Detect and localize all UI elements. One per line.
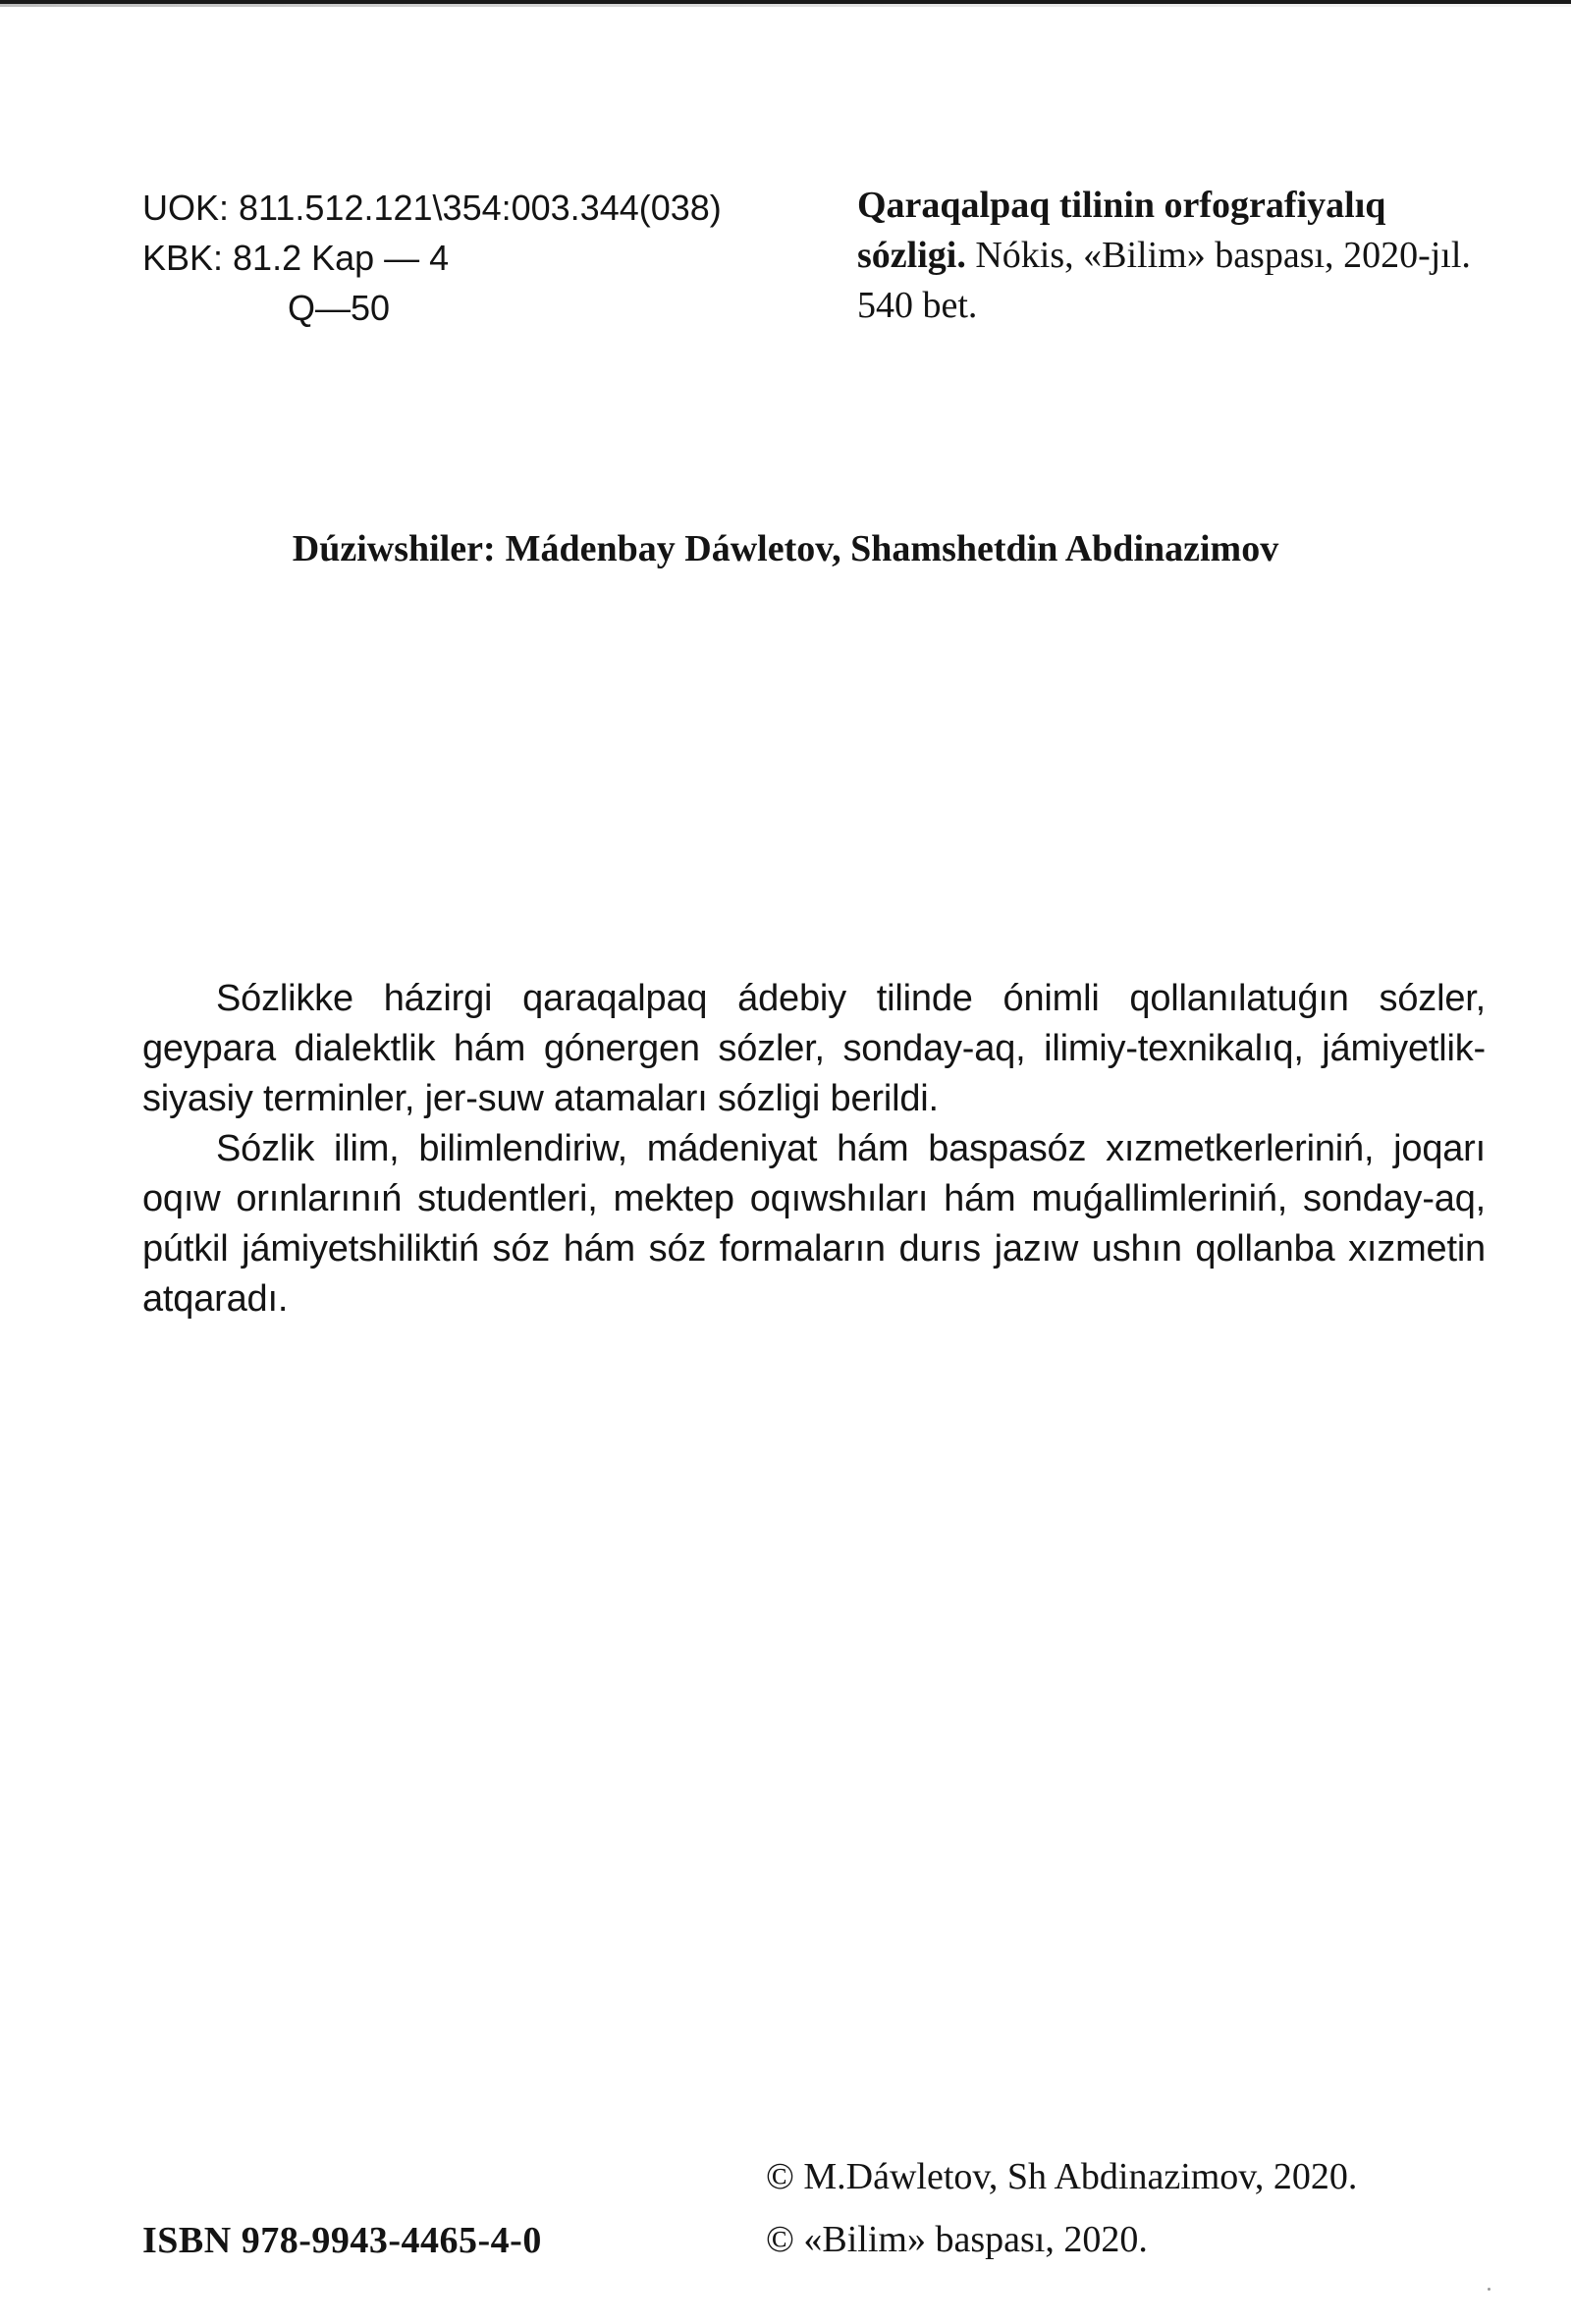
kbk-code: KBK: 81.2 Kap — 4	[142, 238, 450, 278]
bibliographic-description	[857, 181, 1486, 331]
copyright-authors: © M.Dáwletov, Sh Abdinazimov, 2020.	[766, 2156, 1358, 2197]
compilers-label: Dúziwshiler:	[292, 528, 496, 569]
compilers-line	[0, 524, 1571, 573]
top-edge-shadow	[0, 4, 1571, 7]
copyright-publisher: © «Bilim» baspası, 2020.	[766, 2219, 1148, 2260]
print-speck	[1488, 2288, 1490, 2291]
compilers-names: Mádenbay Dáwletov, Shamshetdin Abdinazimov	[505, 528, 1279, 569]
year-pages-info: 2020-jıl. 540 bet.	[857, 235, 1471, 326]
copyright-block	[766, 2145, 1357, 2271]
publisher-info: Nókis, «Bilim» baspası,	[975, 235, 1334, 276]
isbn-number: ISBN 978-9943-4465-4-0	[142, 2220, 542, 2261]
author-mark-code: Q—50	[288, 288, 391, 328]
book-title: Qaraqalpaq tilinin orfografiyalıq sózligi.	[857, 185, 1386, 276]
catalog-codes	[142, 183, 722, 333]
abstract-paragraph-1: Sózlikke házirgi qaraqalpaq ádebiy tilinde ónimli qollanılatuǵın sózler, geypara dialektlik hám gónergen sózler, sonday-aq, ilimiy-texnikalıq, jámiyetlik-siyasiy terminler, jer-suw atamaları sózligi berildi.	[142, 978, 1486, 1119]
abstract-paragraph-2: Sózlik ilim, bilimlendiriw, mádeniyat hám baspasóz xızmetkerleriniń, joqarı oqıw orınlarınıń studentleri, mektep oqıwshıları hám muǵallimleriniń, sonday-aq, pútkil jámiyetshiliktiń sóz hám sóz formaların durıs jazıw ushın qollanba xızmetin atqaradı.	[142, 1128, 1486, 1320]
abstract	[142, 974, 1486, 1324]
uok-code: UOK: 811.512.121\354:003.344(038)	[142, 188, 722, 228]
